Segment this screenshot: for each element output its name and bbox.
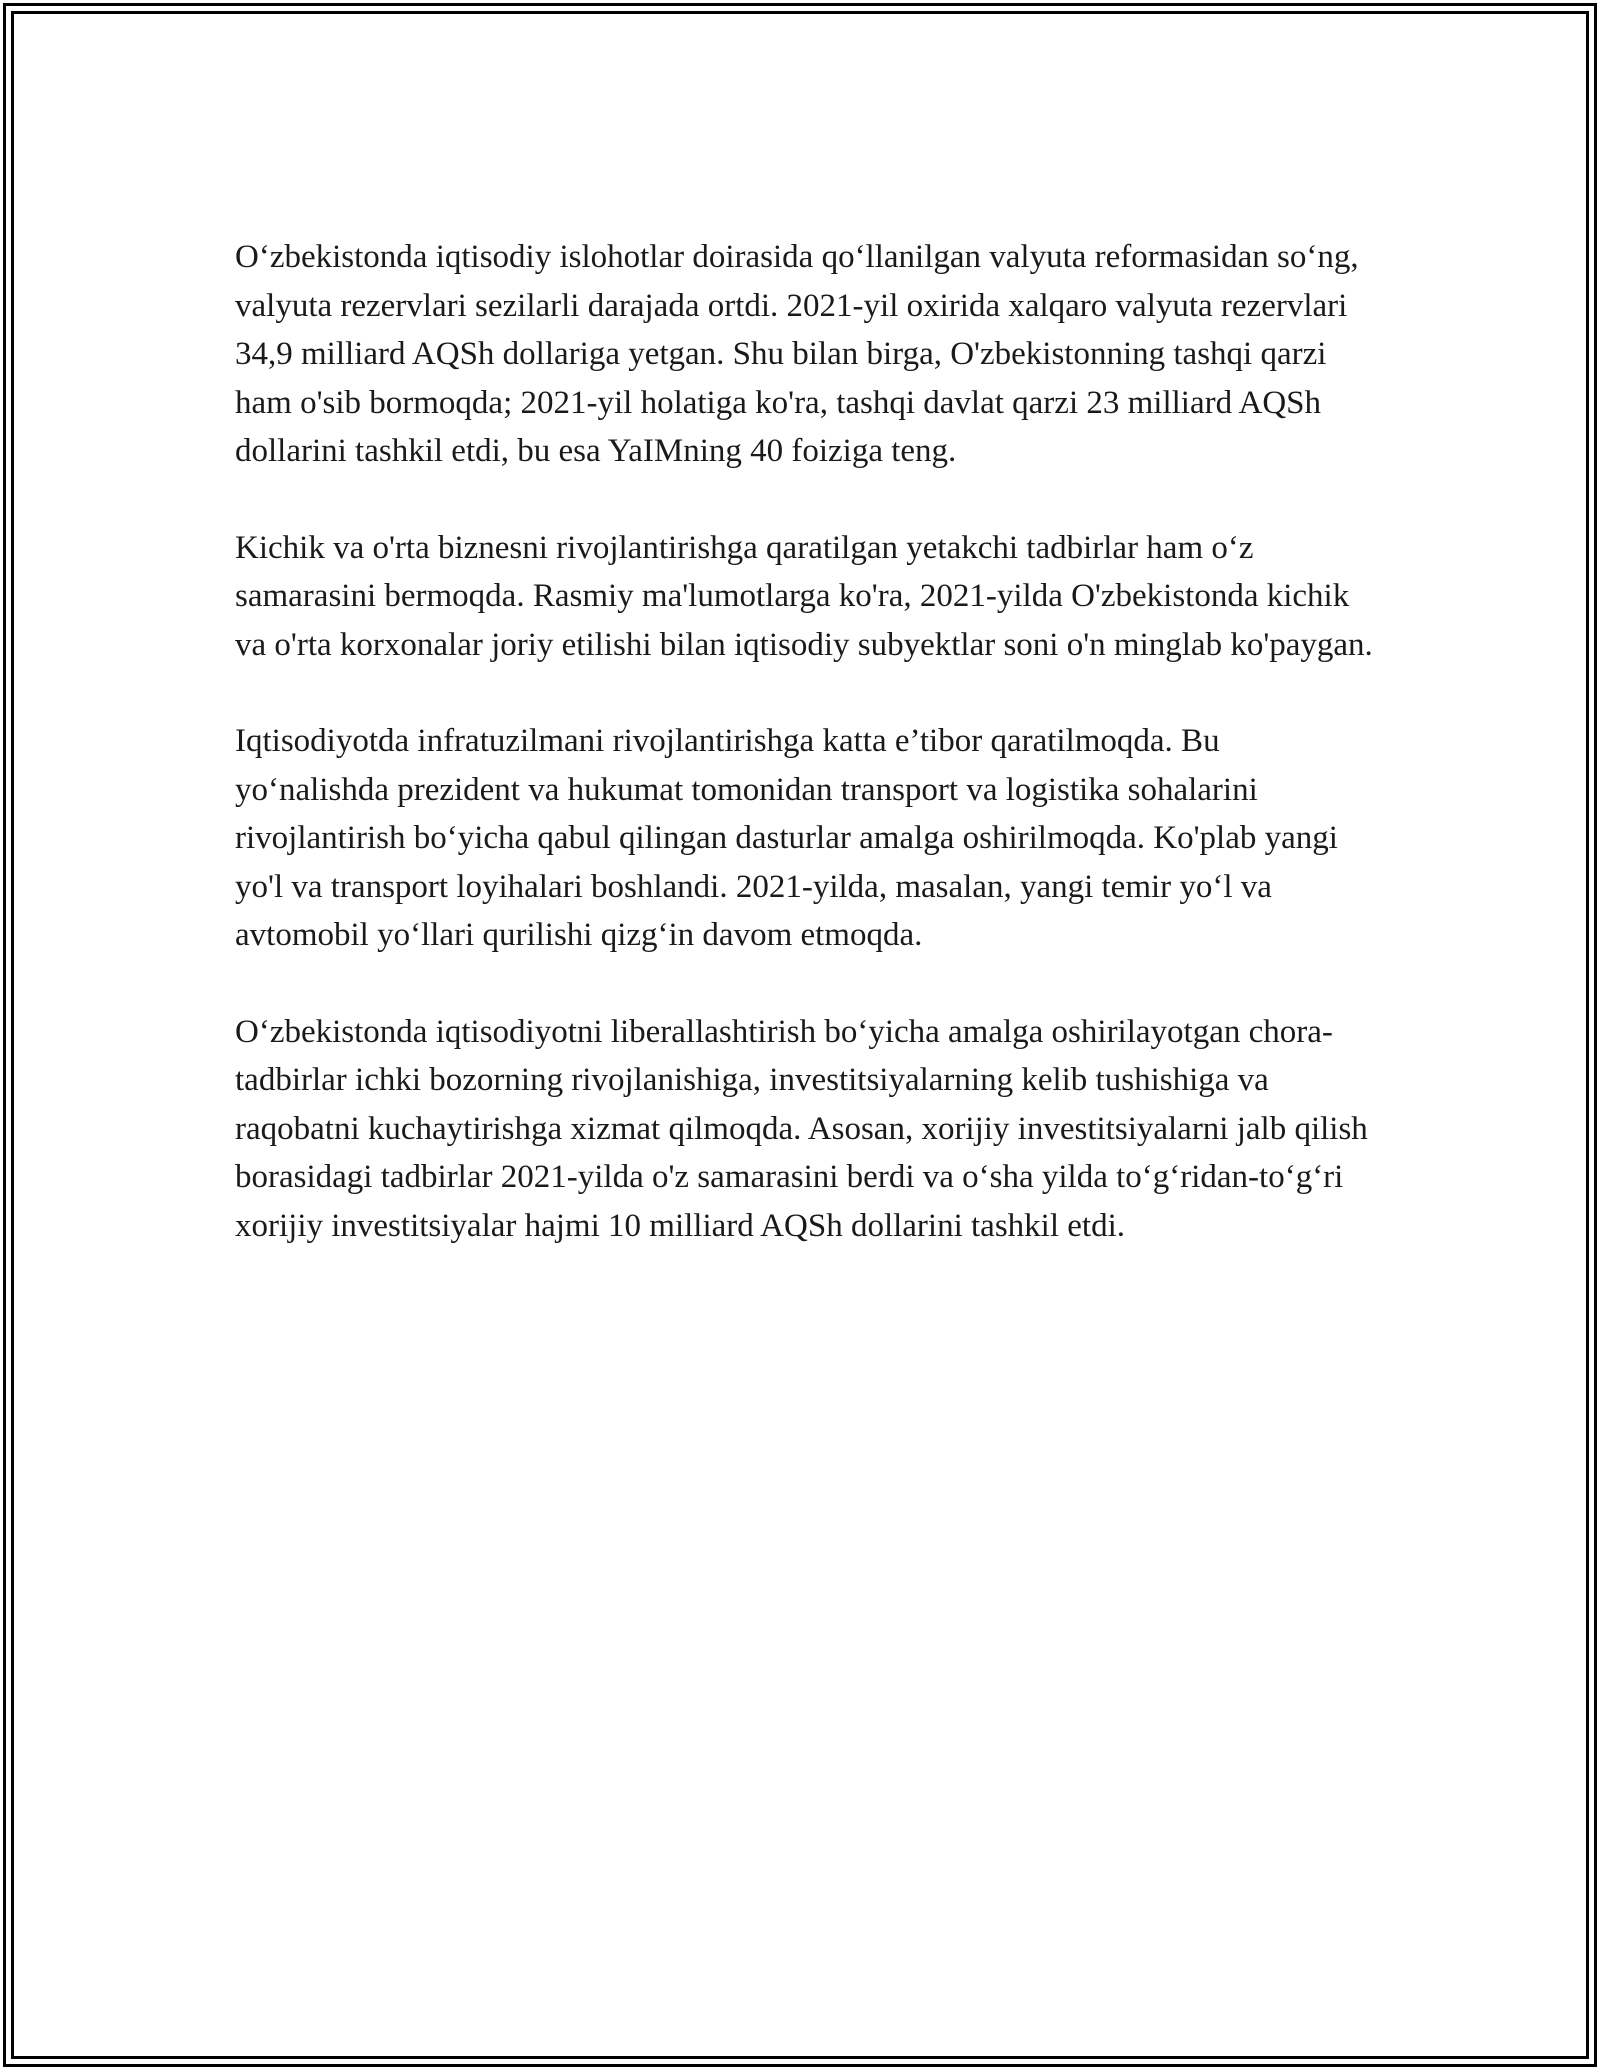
paragraph-small-business: Kichik va o'rta biznesni rivojlantirishga qaratilgan yetakchi tadbirlar ham o‘z samarasini bermoqda. Rasmiy ma'lumotlarga ko'ra, 2021-yilda O'zbekistonda kichik va o'rta korxonalar joriy etilishi bilan iqtisodiy subyektlar soni o'n minglab ko'paygan. <box>235 529 1373 663</box>
document-body <box>235 233 1375 1298</box>
paragraph-currency-reserves: O‘zbekistonda iqtisodiy islohotlar doirasida qo‘llanilgan valyuta reformasidan so‘ng, valyuta rezervlari sezilarli darajada ortdi. 2021-yil oxirida xalqaro valyuta rezervlari 34,9 milliard AQSh dollariga yetgan. Shu bilan birga, O'zbekistonning tashqi qarzi ham o'sib bormoqda; 2021-yil holatiga ko'ra, tashqi davlat qarzi 23 milliard AQSh dollarini tashkil etdi, bu esa YaIMning 40 foiziga teng. <box>235 239 1359 469</box>
paragraph-infrastructure: Iqtisodiyotda infratuzilmani rivojlantirishga katta e’tibor qaratilmoqda. Bu yo‘nalishda prezident va hukumat tomonidan transport va logistika sohalarini rivojlantirish bo‘yicha qabul qilingan dasturlar amalga oshirilmoqda. Ko'plab yangi yo'l va transport loyihalari boshlandi. 2021-yilda, masalan, yangi temir yo‘l va avtomobil yo‘llari qurilishi qizg‘in davom etmoqda. <box>235 723 1338 953</box>
paragraph-liberalization: O‘zbekistonda iqtisodiyotni liberallashtirish bo‘yicha amalga oshirilayotgan chora-tadbirlar ichki bozorning rivojlanishiga, investitsiyalarning kelib tushishiga va raqobatni kuchaytirishga xizmat qilmoqda. Asosan, xorijiy investitsiyalarni jalb qilish borasidagi tadbirlar 2021-yilda o'z samarasini berdi va o‘sha yilda to‘g‘ridan-to‘g‘ri xorijiy investitsiyalar hajmi 10 milliard AQSh dollarini tashkil etdi. <box>235 1013 1368 1244</box>
